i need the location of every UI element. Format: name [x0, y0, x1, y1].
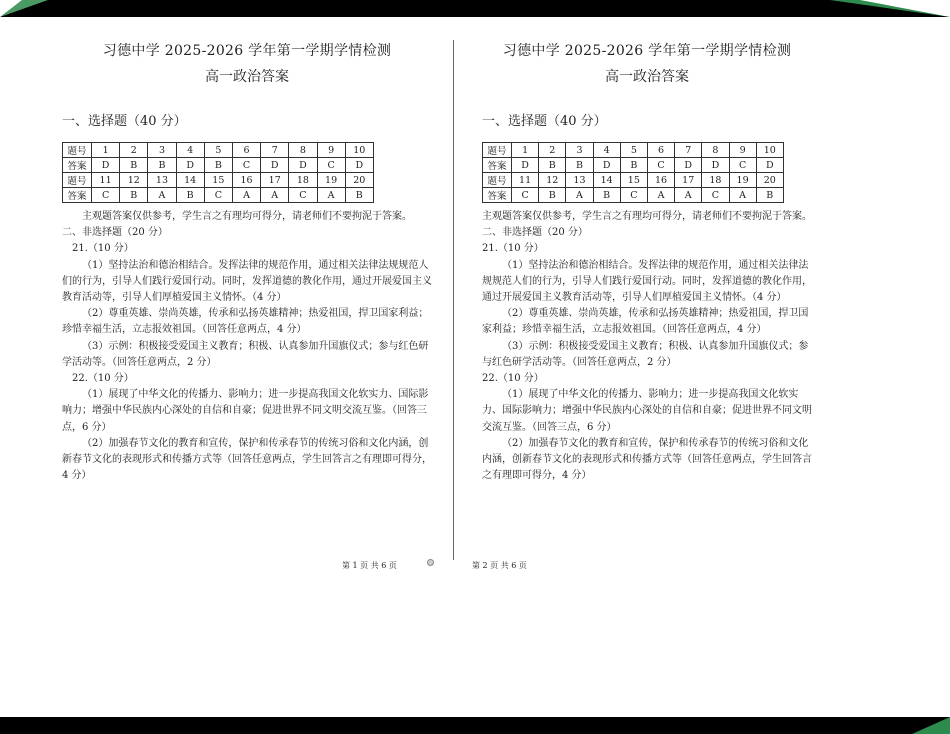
q21-part2: （2）尊重英雄、崇尚英雄，传承和弘扬英雄精神；热爱祖国，捍卫国家利益；珍惜幸福生活，立志报效祖国。（回答任意两点，4 分）	[482, 308, 809, 336]
top-right-accent-white	[860, 0, 950, 17]
table-cell: D	[593, 158, 620, 173]
table-row	[63, 158, 374, 173]
table-cell: 10	[345, 143, 373, 158]
answer-title: 高一政治答案	[605, 69, 689, 85]
answer-table	[482, 142, 784, 203]
q21-part3: （3）示例：积极接受爱国主义教育；积极、认真参加升国旗仪式；参与红色研学活动等。（回答任意两点，2 分）	[62, 340, 429, 368]
table-cell: 17	[675, 173, 702, 188]
table-row	[483, 158, 784, 173]
row-label: 答案	[63, 188, 92, 203]
q22-part1: （1）展现了中华文化的传播力、影响力；进一步提高我国文化软实力、国际影响力；增强中华民族内心深处的自信和自豪；促进世界不同文明交流互鉴。（回答三点，6 分）	[482, 389, 812, 433]
table-cell: 10	[756, 143, 783, 158]
q22-part2: （2）加强春节文化的教育和宣传，保护和传承春节的传统习俗和文化内涵，创新春节文化的表现形式和传播方式等（回答任意两点，学生回答言之有理即可得分，4 分）	[482, 437, 812, 482]
bottom-banner	[0, 717, 950, 734]
table-cell: 20	[345, 173, 373, 188]
table-cell: 6	[647, 143, 674, 158]
table-cell: C	[512, 188, 539, 203]
table-cell: B	[120, 188, 148, 203]
table-cell: C	[232, 158, 260, 173]
center-dot-icon	[427, 559, 434, 566]
table-cell: 9	[317, 143, 345, 158]
table-cell: 17	[261, 173, 289, 188]
table-cell: 15	[620, 173, 647, 188]
table-cell: C	[620, 188, 647, 203]
table-cell: 19	[729, 173, 756, 188]
table-cell: B	[593, 188, 620, 203]
table-cell: 18	[702, 173, 729, 188]
table-cell: C	[289, 188, 317, 203]
table-cell: 16	[232, 173, 260, 188]
table-cell: D	[289, 158, 317, 173]
table-cell: B	[539, 158, 566, 173]
table-cell: 15	[204, 173, 232, 188]
table-cell: B	[148, 158, 176, 173]
table-cell: B	[120, 158, 148, 173]
table-cell: B	[345, 188, 373, 203]
table-cell: 12	[120, 173, 148, 188]
table-row	[63, 188, 374, 203]
row-label: 答案	[483, 158, 512, 173]
table-cell: B	[204, 158, 232, 173]
top-banner	[0, 0, 950, 17]
table-cell: A	[675, 188, 702, 203]
table-cell: 6	[232, 143, 260, 158]
table-cell: 7	[675, 143, 702, 158]
answer-table	[62, 142, 374, 203]
table-cell: D	[261, 158, 289, 173]
table-cell: D	[176, 158, 204, 173]
table-cell: 2	[539, 143, 566, 158]
section2-heading: 二、非选择题（20 分）	[482, 227, 588, 239]
table-cell: B	[756, 188, 783, 203]
answer-title: 高一政治答案	[205, 69, 289, 85]
table-cell: A	[317, 188, 345, 203]
table-cell: B	[539, 188, 566, 203]
table-cell: 3	[566, 143, 593, 158]
q21-header: 21.（10 分）	[72, 243, 134, 255]
q21-header: 21.（10 分）	[482, 243, 544, 255]
row-label: 题号	[63, 173, 92, 188]
exam-title: 习德中学 2025-2026 学年第一学期学情检测	[502, 43, 792, 59]
answers-body	[62, 209, 432, 484]
table-cell: D	[345, 158, 373, 173]
table-cell: B	[566, 158, 593, 173]
table-cell: D	[92, 158, 120, 173]
table-cell: 12	[539, 173, 566, 188]
page-divider	[453, 40, 454, 560]
table-cell: 5	[620, 143, 647, 158]
table-cell: 4	[176, 143, 204, 158]
table-cell: 19	[317, 173, 345, 188]
q22-header: 22.（10 分）	[72, 373, 134, 385]
page-number-right: 第 2 页 共 6 页	[472, 561, 527, 570]
bottom-right-accent	[912, 717, 950, 734]
q21-part2: （2）尊重英雄、崇尚英雄，传承和弘扬英雄精神；热爱祖国，捍卫国家利益；珍惜幸福生活，立志报效祖国。（回答任意两点，4 分）	[62, 308, 429, 336]
table-cell: A	[261, 188, 289, 203]
table-cell: 8	[289, 143, 317, 158]
table-cell: 8	[702, 143, 729, 158]
top-left-accent-white	[0, 0, 22, 17]
table-cell: 16	[647, 173, 674, 188]
table-cell: A	[729, 188, 756, 203]
q22-part2: （2）加强春节文化的教育和宣传，保护和传承春节的传统习俗和文化内涵，创新春节文化的表现形式和传播方式等（回答任意两点，学生回答言之有理即可得分，4 分）	[62, 437, 432, 482]
table-cell: 2	[120, 143, 148, 158]
table-cell: 11	[512, 173, 539, 188]
table-cell: 4	[593, 143, 620, 158]
table-cell: 7	[261, 143, 289, 158]
table-cell: 9	[729, 143, 756, 158]
table-cell: A	[232, 188, 260, 203]
table-cell: 1	[512, 143, 539, 158]
row-label: 答案	[483, 188, 512, 203]
table-cell: 5	[204, 143, 232, 158]
table-cell: C	[92, 188, 120, 203]
table-row	[483, 173, 784, 188]
note-text: 主观题答案仅供参考，学生言之有理均可得分，请老师们不要拘泥于答案。	[482, 211, 812, 222]
exam-title: 习德中学 2025-2026 学年第一学期学情检测	[102, 43, 392, 59]
row-label: 题号	[483, 143, 512, 158]
q22-header: 22.（10 分）	[482, 373, 544, 385]
table-row	[483, 188, 784, 203]
table-cell: A	[647, 188, 674, 203]
table-cell: A	[566, 188, 593, 203]
section2-heading: 二、非选择题（20 分）	[62, 227, 168, 239]
table-cell: C	[702, 188, 729, 203]
table-cell: 18	[289, 173, 317, 188]
table-cell: 14	[176, 173, 204, 188]
page-number-left: 第 1 页 共 6 页	[342, 561, 397, 570]
row-label: 题号	[63, 143, 92, 158]
table-cell: B	[176, 188, 204, 203]
table-cell: 14	[593, 173, 620, 188]
table-cell: 1	[92, 143, 120, 158]
q21-part1: （1）坚持法治和德治相结合。发挥法律的规范作用，通过相关法律法规规范人们的行为，引导人们践行爱国行动。同时，发挥道德的教化作用，通过开展爱国主义教育活动等，引导人们厚植爱国主义情怀。（4 分）	[482, 259, 812, 304]
row-label: 题号	[483, 173, 512, 188]
table-cell: 13	[566, 173, 593, 188]
table-cell: D	[756, 158, 783, 173]
table-row	[63, 173, 374, 188]
table-cell: D	[512, 158, 539, 173]
table-cell: 13	[148, 173, 176, 188]
section1-heading: 一、选择题（40 分）	[62, 114, 187, 129]
table-cell: A	[148, 188, 176, 203]
table-cell: C	[647, 158, 674, 173]
section1-heading: 一、选择题（40 分）	[482, 114, 607, 129]
table-cell: D	[702, 158, 729, 173]
table-cell: C	[729, 158, 756, 173]
note-text: 主观题答案仅供参考，学生言之有理均可得分，请老师们不要拘泥于答案。	[82, 211, 412, 222]
table-row	[63, 143, 374, 158]
table-cell: 20	[756, 173, 783, 188]
q22-part1: （1）展现了中华文化的传播力、影响力；进一步提高我国文化软实力、国际影响力；增强中华民族内心深处的自信和自豪；促进世界不同文明交流互鉴。（回答三点，6 分）	[62, 389, 429, 433]
q21-part3: （3）示例：积极接受爱国主义教育；积极、认真参加升国旗仪式；参与红色研学活动等。（回答任意两点，2 分）	[482, 340, 809, 368]
table-row	[483, 143, 784, 158]
table-cell: C	[204, 188, 232, 203]
table-cell: C	[317, 158, 345, 173]
table-cell: 11	[92, 173, 120, 188]
answers-body	[482, 209, 812, 484]
table-cell: 3	[148, 143, 176, 158]
table-cell: D	[675, 158, 702, 173]
row-label: 答案	[63, 158, 92, 173]
q21-part1: （1）坚持法治和德治相结合。发挥法律的规范作用，通过相关法律法规规范人们的行为，引导人们践行爱国行动。同时，发挥道德的教化作用，通过开展爱国主义教育活动等，引导人们厚植爱国主义情怀。（4 分）	[62, 259, 432, 304]
table-cell: B	[620, 158, 647, 173]
